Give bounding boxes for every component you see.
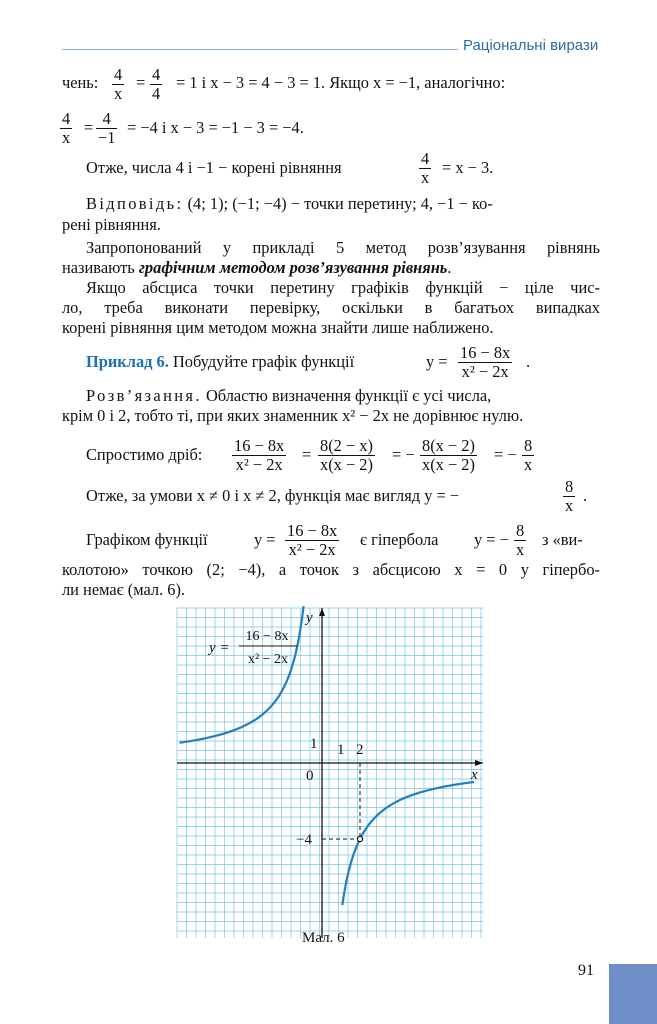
answer-line-2: рені рівняння.	[62, 215, 161, 234]
origin-label: 0	[306, 768, 314, 784]
simplify-label: Спростимо дріб:	[86, 445, 203, 464]
period: .	[526, 352, 531, 371]
answer-label: Відповідь:	[86, 194, 184, 213]
graph-formula-numerator: 16 − 8x	[245, 629, 289, 644]
graph-line-c: з «ви-	[542, 530, 583, 549]
x-axis-label: x	[471, 767, 478, 783]
fraction-factored-2: $\frac{8(x - 2)}{x(x - 2)}$	[422, 436, 475, 474]
fraction-main-1: $\frac{16 - 8x}{\text{x² − 2x}}$	[460, 343, 511, 381]
fraction-4-over-4: $\frac{4}{4}$	[152, 65, 161, 103]
function-graph	[177, 608, 497, 928]
header-rule	[62, 49, 458, 50]
graph-y2: y = −	[474, 530, 509, 549]
tick-label-y-1: 1	[310, 736, 318, 752]
answer-line	[86, 194, 600, 214]
graph-formula-y: y =	[209, 640, 230, 656]
period-2: .	[583, 486, 588, 505]
text-line-1a: чень:	[62, 73, 99, 92]
fraction-main-2: $\frac{16 - 8x}{\text{x² − 2x}}$	[234, 436, 285, 474]
paragraph-3a: Якщо абсциса точки перетину графіків функцій − ціле чис-	[86, 278, 600, 297]
fraction-8-over-x-2: $\frac{8}{x}$	[565, 477, 574, 515]
answer-text: (4; 1); (−1; −4) − точки перетину; 4, −1 − ко-	[187, 194, 493, 213]
graph-formula-denominator: x² − 2x	[247, 652, 289, 667]
solution-line-2: крім 0 і 2, тобто ті, при яких знаменник x² − 2x не дорівнює нулю.	[62, 406, 524, 425]
page-number: 91	[578, 962, 594, 979]
fraction-8-over-x-3: $\frac{8}{x}$	[516, 521, 525, 559]
fraction-4-over-x: $\frac{4}{x}$	[114, 65, 123, 103]
fraction-4-over-x-2: $\frac{4}{x}$	[62, 109, 71, 147]
x-axis-arrow	[475, 760, 483, 766]
hyperbola-right-branch	[342, 782, 474, 905]
page-corner-tab	[609, 964, 657, 1024]
example-y: y =	[426, 352, 448, 371]
punctured-point	[357, 836, 362, 841]
y-axis-arrow	[319, 608, 325, 616]
eq-sign-b: = −	[392, 445, 415, 464]
text-line-3: Отже, числа 4 і −1 − корені рівняння	[86, 158, 342, 177]
condition-line: Отже, за умови x ≠ 0 і x ≠ 2, функція має вигляд y = −	[86, 486, 460, 505]
graph-y: y =	[254, 530, 276, 549]
running-header: Раціональні вирази	[463, 37, 599, 54]
fraction-4-over-x-3: $\frac{4}{x}$	[421, 149, 430, 187]
example-label: Приклад 6.	[86, 352, 169, 371]
paragraph-2a: Запропонований у прикладі 5 метод розв’язування рівнянь	[86, 238, 600, 257]
paragraph-2b: називають графічним методом розв’язування рівнянь.	[62, 258, 452, 277]
example-6-line: Приклад 6. Побудуйте графік функції	[86, 352, 355, 371]
eq-sign-c: = −	[494, 445, 517, 464]
tick-label-y-minus-4: −4	[296, 832, 312, 848]
fraction-main-3: $\frac{16 - 8x}{\text{x² − 2x}}$	[287, 521, 338, 559]
equals-sign-2: =	[84, 118, 94, 137]
fraction-4-over-minus1: $\frac{4}{-1}$	[98, 109, 116, 147]
eq-sign-a: =	[302, 445, 312, 464]
graph-line-d: колотою» точкою (2; −4), а точок з абсцисою x = 0 у гіпербо-	[62, 560, 600, 579]
text-line-2: = −4 і x − 3 = −1 − 3 = −4.	[127, 118, 304, 137]
solution-label: Розв’язання.	[86, 386, 202, 405]
tick-label-x-1: 1	[337, 742, 345, 758]
graph-line-a: Графіком функції	[86, 530, 208, 549]
text-line-1b: = 1 і x − 3 = 4 − 3 = 1. Якщо x = −1, аналогічно:	[176, 73, 506, 92]
text-line-3b: = x − 3.	[442, 158, 494, 177]
graph-line-e: ли немає (мал. 6).	[62, 580, 186, 599]
y-axis-label: y	[306, 610, 313, 626]
tick-label-x-2: 2	[356, 742, 364, 758]
graph-line-b: є гіпербола	[360, 530, 439, 549]
emphasis-term: графічним методом розв’язування рівнянь	[138, 258, 448, 277]
figure-caption: Мал. 6	[302, 930, 345, 946]
paragraph-3b: ло, треба виконати перевірку, оскільки в багатьох випадках	[62, 298, 600, 317]
solution-line-1: Розв’язання. Областю визначення функції є усі числа,	[86, 386, 492, 405]
fraction-factored-1: $\frac{8(2 - x)}{x(x - 2)}$	[320, 436, 373, 474]
paragraph-3c: корені рівняння цим методом можна знайти лише наближено.	[62, 318, 494, 337]
fraction-8-over-x-1: $\frac{8}{x}$	[524, 436, 533, 474]
equals-sign: =	[136, 73, 146, 92]
